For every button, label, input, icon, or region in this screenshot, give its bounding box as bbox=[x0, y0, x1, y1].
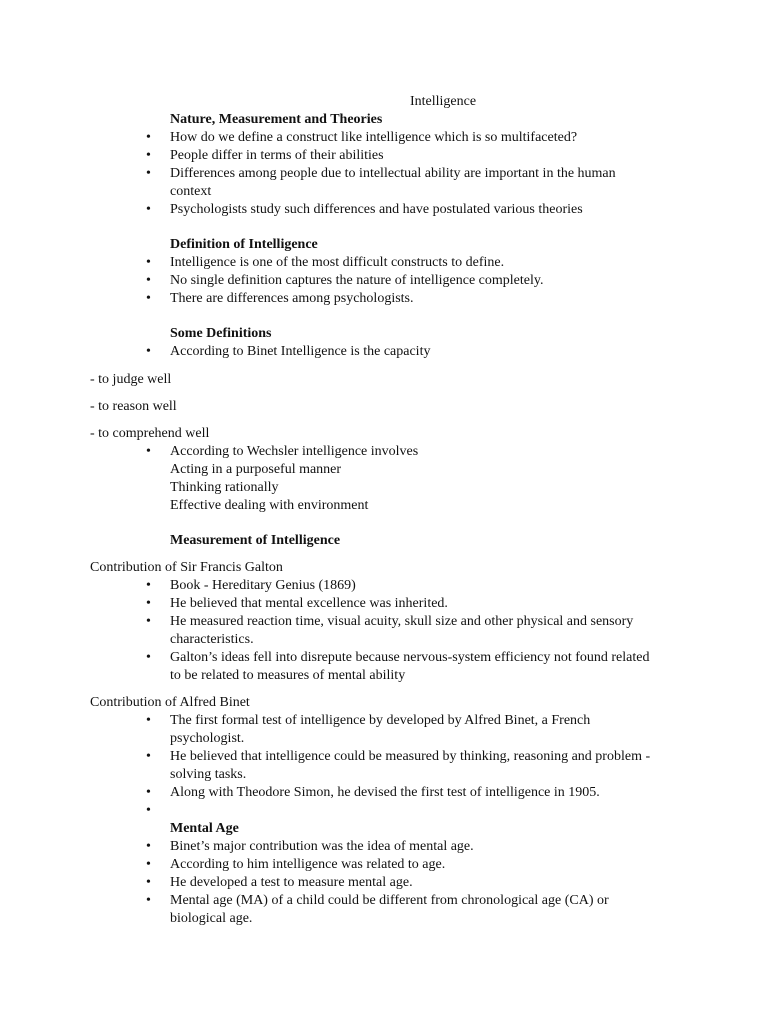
bullet-list bbox=[0, 343, 768, 361]
bullet-icon: • bbox=[146, 273, 151, 288]
bullet-icon: • bbox=[146, 166, 151, 181]
bullet-icon: • bbox=[146, 578, 151, 593]
bullet-icon: • bbox=[146, 596, 151, 611]
bullet-icon: • bbox=[146, 749, 151, 764]
section-heading: Nature, Measurement and Theories bbox=[170, 112, 383, 127]
bullet-icon: • bbox=[146, 291, 151, 306]
bullet-icon: • bbox=[146, 148, 151, 163]
list-item: • According to him intelligence was related to age. bbox=[146, 857, 446, 872]
list-item: • According to Wechsler intelligence involves bbox=[146, 444, 419, 459]
bullet-icon: • bbox=[146, 893, 151, 908]
wechsler-definition bbox=[0, 443, 768, 515]
bullet-icon: • bbox=[146, 130, 151, 145]
dash-item: - to judge well bbox=[90, 372, 172, 387]
bullet-icon: • bbox=[146, 713, 151, 728]
dash-item: - to reason well bbox=[90, 399, 177, 414]
binet-contribution bbox=[0, 694, 768, 820]
bullet-icon: • bbox=[146, 875, 151, 890]
wechsler-line: Acting in a purposeful manner bbox=[170, 462, 342, 477]
bullet-list bbox=[0, 129, 768, 219]
section-heading: Some Definitions bbox=[170, 326, 272, 341]
document-title: Intelligence bbox=[409, 94, 477, 109]
list-item: • Galton’s ideas fell into disrepute because nervous-system efficiency not found related to be related to measures of mental ability bbox=[146, 650, 650, 683]
binet-capacity-list bbox=[0, 425, 768, 443]
bullet-icon: • bbox=[146, 444, 151, 459]
section-heading: Definition of Intelligence bbox=[170, 237, 318, 252]
list-item: • No single definition captures the nature of intelligence completely. bbox=[146, 273, 544, 288]
list-item: • There are differences among psychologists. bbox=[146, 291, 414, 306]
list-item: • Along with Theodore Simon, he devised the first test of intelligence in 1905. bbox=[146, 785, 600, 800]
binet-capacity-list bbox=[0, 398, 768, 416]
list-item: • Psychologists study such differences and have postulated various theories bbox=[146, 202, 583, 217]
list-item: • Differences among people due to intellectual ability are important in the human context bbox=[146, 166, 616, 199]
list-item: • He believed that intelligence could be measured by thinking, reasoning and problem - solving tasks. bbox=[146, 749, 651, 782]
bullet-icon: • bbox=[146, 803, 151, 818]
bullet-icon: • bbox=[146, 202, 151, 217]
bullet-icon: • bbox=[146, 255, 151, 270]
list-item: • He believed that mental excellence was inherited. bbox=[146, 596, 448, 611]
bullet-icon: • bbox=[146, 839, 151, 854]
section-measurement bbox=[0, 532, 768, 550]
section-some-definitions bbox=[0, 325, 768, 361]
section-mental-age bbox=[0, 820, 768, 928]
subsection-label: Contribution of Sir Francis Galton bbox=[90, 560, 283, 575]
bullet-list bbox=[0, 443, 768, 461]
section-definition bbox=[0, 236, 768, 308]
list-item: • The first formal test of intelligence by developed by Alfred Binet, a French psychologist. bbox=[146, 713, 591, 746]
list-item: • Binet’s major contribution was the idea of mental age. bbox=[146, 839, 474, 854]
list-item bbox=[146, 802, 660, 820]
list-item: • Intelligence is one of the most difficult constructs to define. bbox=[146, 255, 505, 270]
list-item: • People differ in terms of their abilities bbox=[146, 148, 384, 163]
subsection-label: Contribution of Alfred Binet bbox=[90, 695, 250, 710]
dash-item: - to comprehend well bbox=[90, 426, 210, 441]
bullet-icon: • bbox=[146, 614, 151, 629]
list-item: • How do we define a construct like intelligence which is so multifaceted? bbox=[146, 130, 578, 145]
bullet-icon: • bbox=[146, 650, 151, 665]
section-heading: Mental Age bbox=[170, 821, 239, 836]
wechsler-line: Thinking rationally bbox=[170, 480, 279, 495]
bullet-list bbox=[0, 254, 768, 308]
bullet-list bbox=[0, 712, 768, 820]
wechsler-line: Effective dealing with environment bbox=[170, 498, 369, 513]
bullet-icon: • bbox=[146, 857, 151, 872]
section-nature bbox=[0, 111, 768, 219]
list-item: • According to Binet Intelligence is the capacity bbox=[146, 344, 431, 359]
binet-capacity-list bbox=[0, 371, 768, 389]
bullet-list bbox=[0, 838, 768, 928]
list-item: • He developed a test to measure mental age. bbox=[146, 875, 413, 890]
list-item: • Mental age (MA) of a child could be different from chronological age (CA) or biological age. bbox=[146, 893, 609, 926]
bullet-list bbox=[0, 577, 768, 685]
section-heading: Measurement of Intelligence bbox=[170, 533, 341, 548]
list-item: • Book - Hereditary Genius (1869) bbox=[146, 578, 356, 593]
list-item: • He measured reaction time, visual acuity, skull size and other physical and sensory characteristics. bbox=[146, 614, 634, 647]
galton-contribution bbox=[0, 559, 768, 685]
bullet-icon: • bbox=[146, 344, 151, 359]
bullet-icon: • bbox=[146, 785, 151, 800]
